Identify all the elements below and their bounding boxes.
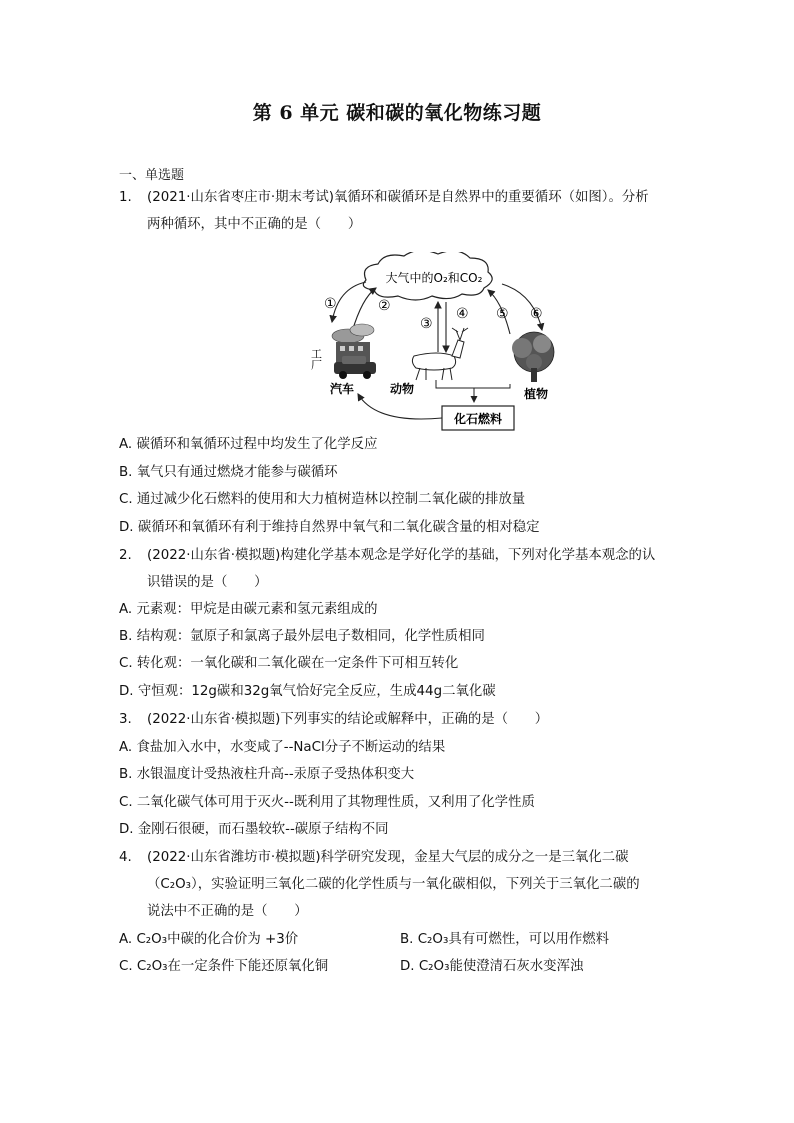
option-3c[interactable]: C. 二氧化碳气体可用于灭火--既利用了其物理性质，又利用了化学性质	[119, 795, 535, 810]
factory-label: 工厂	[309, 348, 323, 370]
question-text: (2022·山东省潍坊市·模拟题)科学研究发现，金星大气层的成分之一是三氧化二碳	[147, 850, 629, 865]
question-number: 3.	[119, 712, 132, 727]
option-1d[interactable]: D. 碳循环和氧循环有利于维持自然界中氧气和二氧化碳含量的相对稳定	[119, 520, 540, 535]
option-3b[interactable]: B. 水银温度计受热液柱升高--汞原子受热体积变大	[119, 767, 415, 782]
question-text: (2022·山东省·模拟题)下列事实的结论或解释中，正确的是（ ）	[147, 712, 549, 727]
question-number: 4.	[119, 850, 132, 865]
label-num-4: ④	[456, 306, 469, 322]
question-text: 识错误的是（ ）	[147, 575, 268, 590]
option-2c[interactable]: C. 转化观：一氧化碳和二氧化碳在一定条件下可相互转化	[119, 656, 459, 671]
label-num-6: ⑥	[530, 306, 543, 322]
plant-label: 植物	[524, 387, 549, 401]
question-text: （C₂O₃），实验证明三氧化二碳的化学性质与一氧化碳相似，下列关于三氧化二碳的	[147, 877, 640, 892]
option-4b[interactable]: B. C₂O₃具有可燃性，可以用作燃料	[400, 932, 610, 947]
carbon-oxygen-cycle-diagram	[296, 252, 560, 438]
option-2a[interactable]: A. 元素观：甲烷是由碳元素和氢元素组成的	[119, 602, 378, 617]
option-1a[interactable]: A. 碳循环和氧循环过程中均发生了化学反应	[119, 437, 378, 452]
question-number: 2.	[119, 548, 132, 563]
option-1b[interactable]: B. 氧气只有通过燃烧才能参与碳循环	[119, 465, 338, 480]
option-4d[interactable]: D. C₂O₃能使澄清石灰水变浑浊	[400, 959, 584, 974]
section-heading: 一、单选题	[119, 168, 185, 183]
page-title: 第 6 单元 碳和碳的氧化物练习题	[252, 102, 542, 124]
animal-label: 动物	[390, 382, 415, 396]
deer-icon	[412, 328, 468, 380]
option-2d[interactable]: D. 守恒观：12g碳和32g氧气恰好完全反应，生成44g二氧化碳	[119, 684, 496, 699]
cloud-label: 大气中的O₂和CO₂	[385, 271, 483, 285]
option-2b[interactable]: B. 结构观：氩原子和氯离子最外层电子数相同，化学性质相同	[119, 629, 485, 644]
label-num-2: ②	[378, 298, 391, 314]
option-4a[interactable]: A. C₂O₃中碳的化合价为 +3价	[119, 932, 299, 947]
tree-icon	[512, 332, 554, 382]
option-4c[interactable]: C. C₂O₃在一定条件下能还原氧化铜	[119, 959, 329, 974]
label-num-3: ③	[420, 316, 433, 332]
option-1c[interactable]: C. 通过减少化石燃料的使用和大力植树造林以控制二氧化碳的排放量	[119, 492, 526, 507]
fossil-fuel-label: 化石燃料	[453, 412, 503, 426]
question-text: (2022·山东省·模拟题)构建化学基本观念是学好化学的基础，下列对化学基本观念的认	[147, 548, 656, 563]
question-text: (2021·山东省枣庄市·期末考试)氧循环和碳循环是自然界中的重要循环（如图）。分析	[147, 190, 649, 205]
question-text: 两种循环，其中不正确的是（ ）	[147, 217, 362, 232]
option-3d[interactable]: D. 金刚石很硬，而石墨较软--碳原子结构不同	[119, 822, 389, 837]
question-number: 1.	[119, 190, 132, 205]
option-3a[interactable]: A. 食盐加入水中，水变咸了--NaCl分子不断运动的结果	[119, 740, 446, 755]
label-num-5: ⑤	[496, 306, 509, 322]
car-label: 汽车	[330, 382, 355, 396]
question-text: 说法中不正确的是（ ）	[147, 904, 308, 919]
label-num-1: ①	[324, 296, 337, 312]
